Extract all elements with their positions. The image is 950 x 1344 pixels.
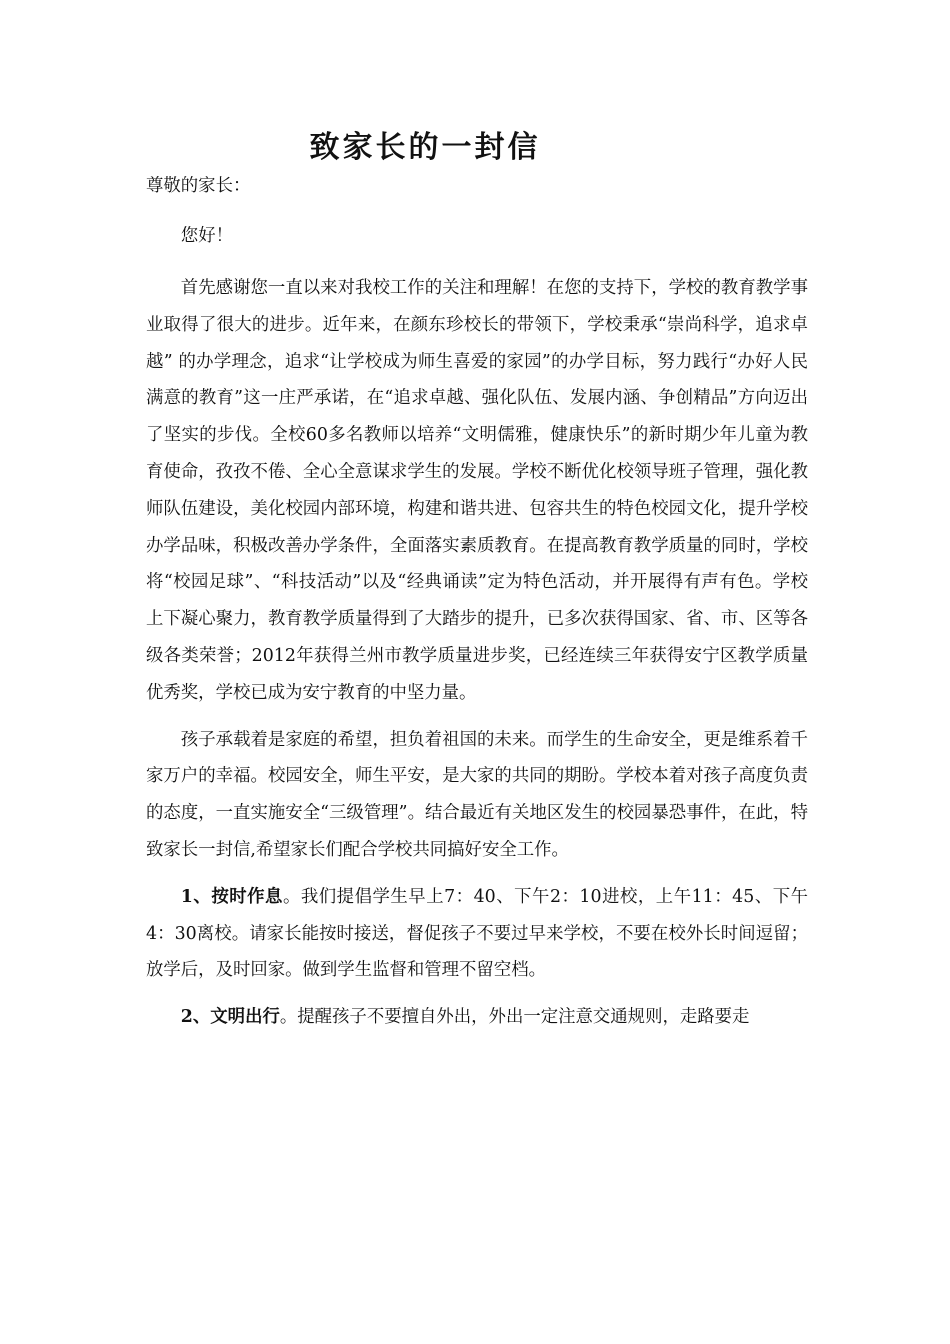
list-item [146,879,808,989]
list-item-text: 。我们提倡学生早上7：40、下午2：10进校，上午11：45、下午4：30离校。请家长能按时接送，督促孩子不要过早来学校，不要在校外长时间逗留；放学后，及时回家。做到学生监督和管理不留空档。 [146,886,808,981]
body-paragraph: 首先感谢您一直以来对我校工作的关注和理解！在您的支持下，学校的教育教学事业取得了很大的进步。近年来，在颜东珍校长的带领下，学校秉承“崇尚科学，追求卓越” 的办学理念，追求“让学校成为师生喜爱的家园”的办学目标，努力践行“办好人民满意的教育”这一庄严承诺，在“追求卓越、强化队伍、发展内涵、争创精品”方向迈出了坚实的步伐。全校60多名教师以培养“文明儒雅，健康快乐”的新时期少年儿童为教育使命，孜孜不倦、全心全意谋求学生的发展。学校不断优化校领导班子管理，强化教师队伍建设，美化校园内部环境，构建和谐共进、包容共生的特色校园文化，提升学校办学品味，积极改善办学条件，全面落实素质教育。在提高教育教学质量的同时，学校将“校园足球”、“科技活动”以及“经典诵读”定为特色活动，并开展得有声有色。学校上下凝心聚力，教育教学质量得到了大踏步的提升，已多次获得国家、省、市、区等各级各类荣誉；2012年获得兰州市教学质量进步奖，已经连续三年获得安宁区教学质量优秀奖，学校已成为安宁教育的中坚力量。 [146,278,808,703]
list-item-heading: 2、文明出行 [180,1007,280,1028]
body-paragraph: 孩子承载着是家庭的希望，担负着祖国的未来。而学生的生命安全，更是维系着千家万户的幸福。校园安全，师生平安，是大家的共同的期盼。学校本着对孩子高度负责的态度，一直实施安全“三级管理”。结合最近有关地区发生的校园暴恐事件，在此，特致家长一封信,希望家长们配合学校共同搞好安全工作。 [146,729,808,860]
list-item-text: 。提醒孩子不要擅自外出，外出一定注意交通规则，走路要走 [279,1007,750,1028]
salutation: 尊敬的家长： [146,176,251,196]
greeting: 您好！ [180,226,233,246]
list-item [146,999,808,1036]
list-item-heading: 1、按时作息 [180,886,283,907]
letter-title: 致家长的一封信 [309,130,541,165]
letter-body [146,170,808,1046]
